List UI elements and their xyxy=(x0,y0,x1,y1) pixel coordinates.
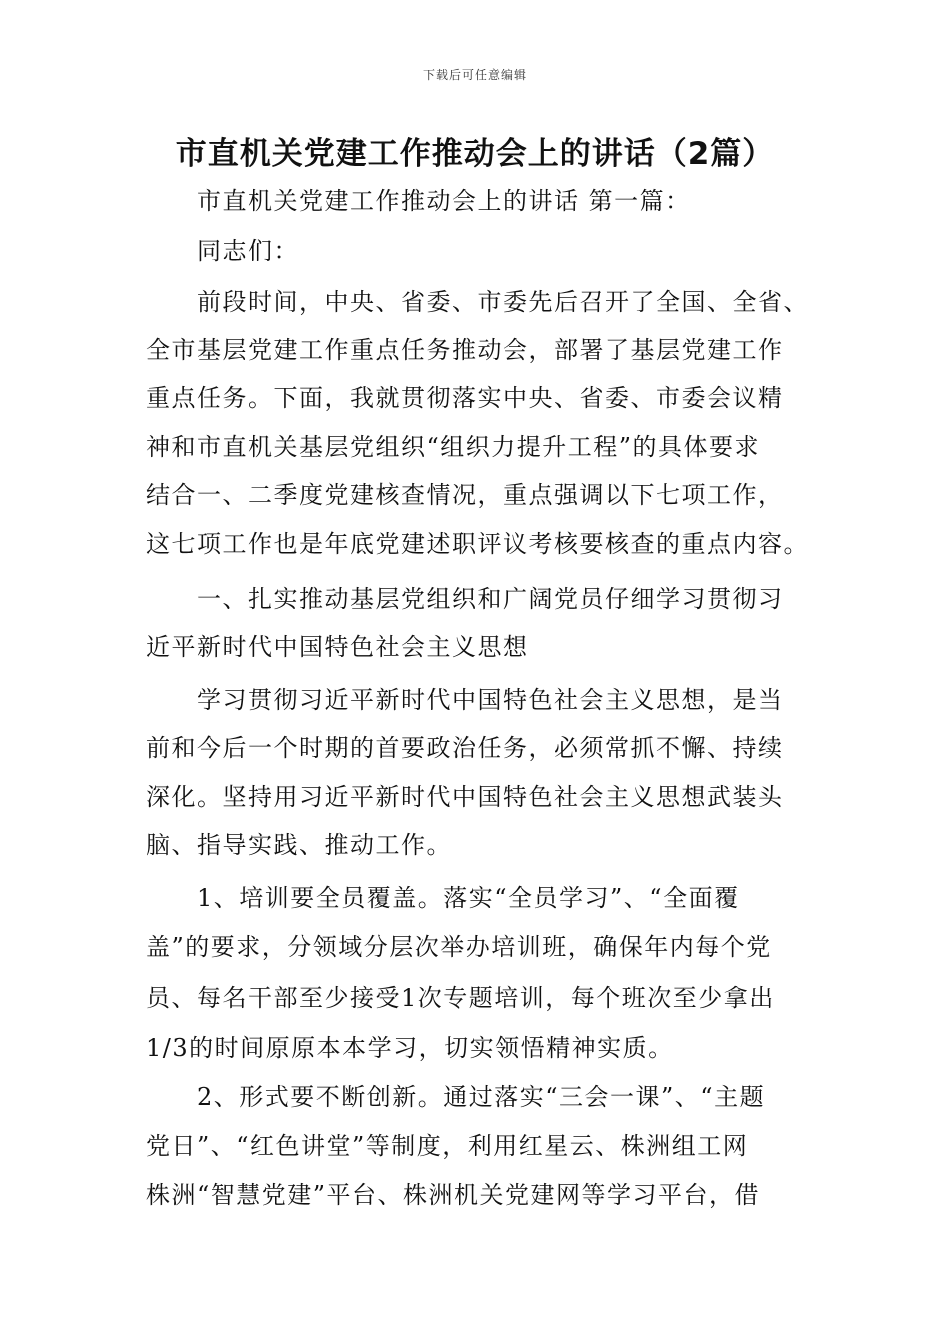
paragraph-line: 盖”的要求，分领域分层次举办培训班，确保年内每个党 xyxy=(146,933,772,961)
paragraph-line: 结合一、二季度党建核查情况，重点强调以下七项工作， xyxy=(146,481,784,509)
header-note: 下载后可任意编辑 xyxy=(422,68,527,82)
paragraph-line: 1、培训要全员覆盖。落实“全员学习”、“全面覆 xyxy=(197,884,740,912)
paragraph-line: 这七项工作也是年底党建述职评议考核要核查的重点内容。 xyxy=(146,530,809,558)
paragraph-line: 员、每名干部至少接受1次专题培训，每个班次至少拿出 xyxy=(146,984,775,1012)
paragraph-line: 脑、指导实践、推动工作。 xyxy=(146,831,452,859)
paragraph-line: 前段时间，中央、省委、市委先后召开了全国、全省、 xyxy=(197,288,809,316)
section-heading-line: 近平新时代中国特色社会主义思想 xyxy=(146,633,529,661)
paragraph-line: 党日”、“红色讲堂”等制度，利用红星云、株洲组工网 xyxy=(146,1132,749,1160)
paragraph-line: 1/3的时间原原本本学习，切实领悟精神实质。 xyxy=(146,1034,674,1062)
paragraph-line: 学习贯彻习近平新时代中国特色社会主义思想，是当 xyxy=(197,686,784,714)
section-heading-line: 一、扎实推动基层党组织和广阔党员仔细学习贯彻习 xyxy=(197,585,784,613)
paragraph-line: 前和今后一个时期的首要政治任务，必须常抓不懈、持续 xyxy=(146,734,784,762)
paragraph-line: 株洲“智慧党建”平台、株洲机关党建网等学习平台，借 xyxy=(146,1181,761,1209)
paragraph-line: 全市基层党建工作重点任务推动会，部署了基层党建工作 xyxy=(146,336,784,364)
paragraph-line: 重点任务。下面，我就贯彻落实中央、省委、市委会议精 xyxy=(146,384,784,412)
paragraph-line: 深化。坚持用习近平新时代中国特色社会主义思想武装头 xyxy=(146,783,784,811)
paragraph-line: 2、形式要不断创新。通过落实“三会一课”、“主题 xyxy=(197,1083,766,1111)
greeting: 同志们： xyxy=(197,237,299,265)
paragraph-line: 神和市直机关基层党组织“组织力提升工程”的具体要求 xyxy=(146,433,761,461)
document-title: 市直机关党建工作推动会上的讲话（2篇） xyxy=(175,136,775,172)
document-subtitle: 市直机关党建工作推动会上的讲话 第一篇： xyxy=(197,187,691,215)
